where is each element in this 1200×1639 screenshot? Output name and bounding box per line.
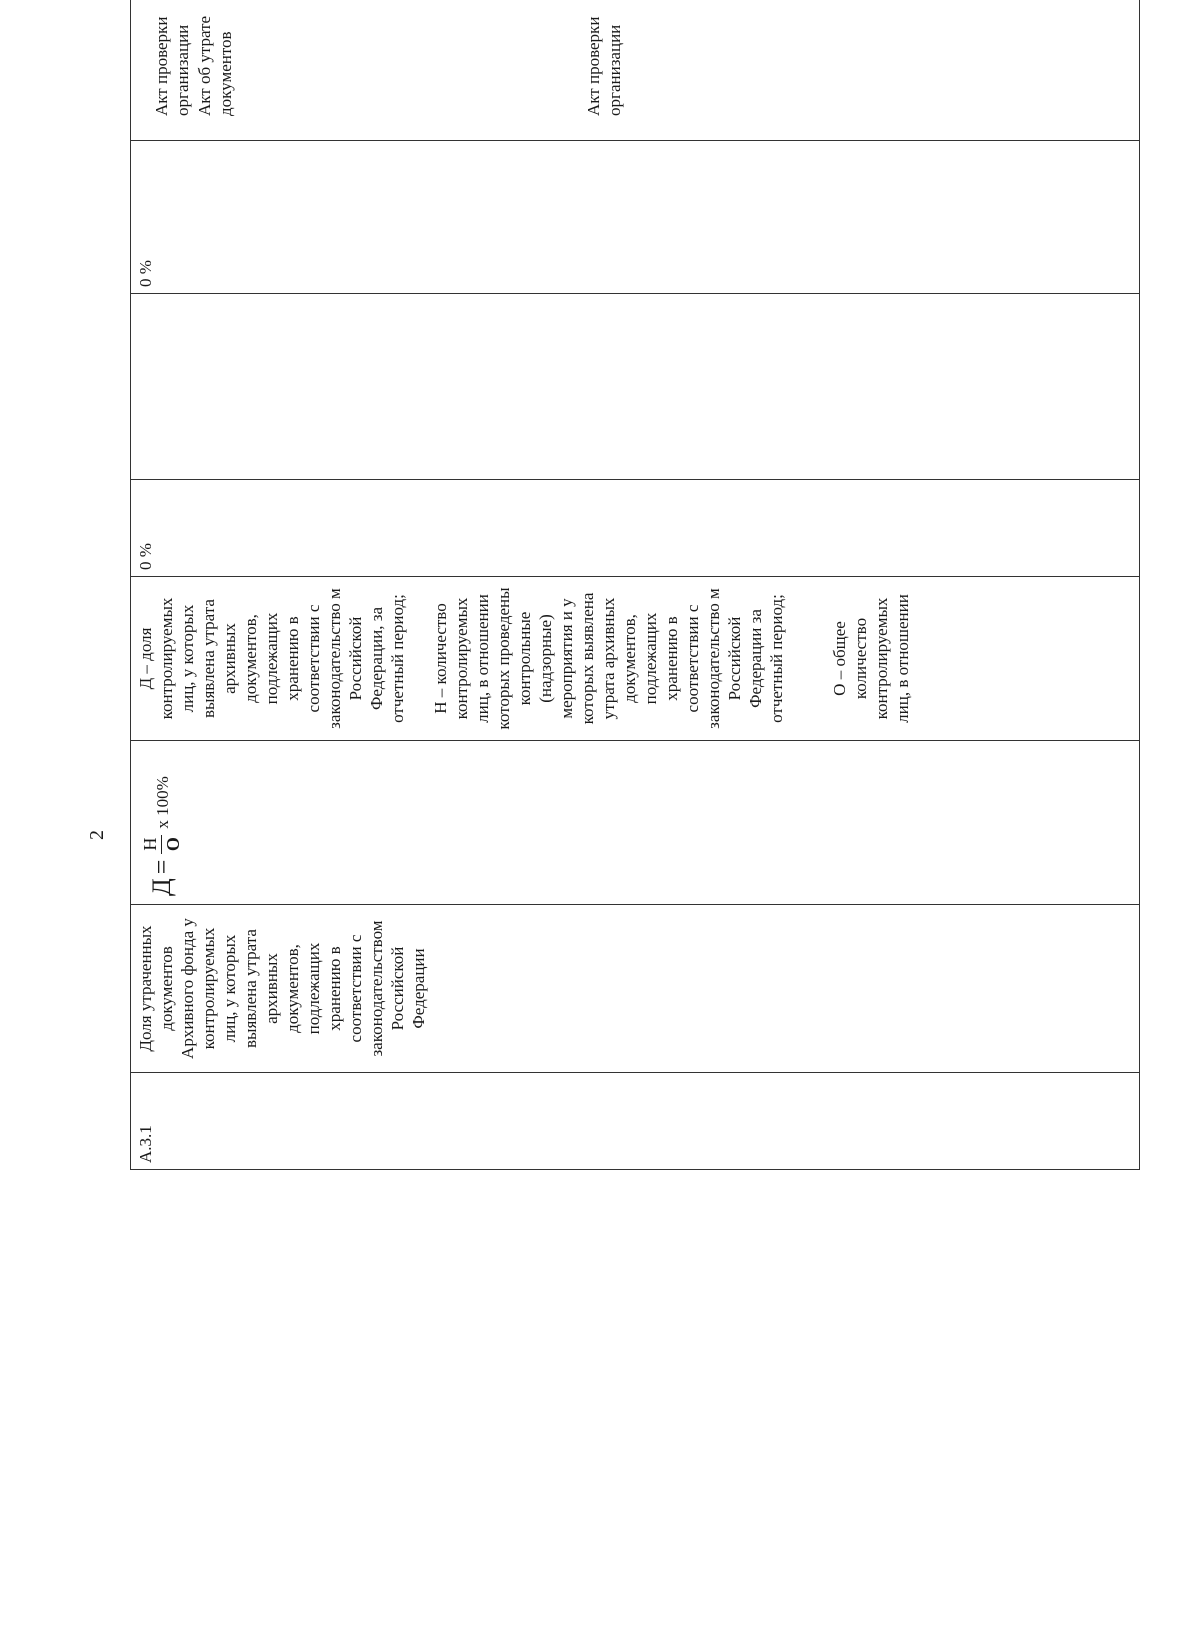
description-o: О – общее количество контролируемых лиц, в отношении <box>830 594 912 723</box>
rotated-table-container <box>130 15 1140 1170</box>
formula-denominator: О <box>163 837 183 852</box>
formula-cell <box>131 741 1140 905</box>
page-number: 2 <box>86 830 108 840</box>
formula-fraction <box>139 835 184 854</box>
source-act-inspection: Акт проверки организации <box>152 16 192 116</box>
formula-multiplier: x 100% <box>152 776 172 829</box>
formula-lhs: Д <box>147 878 176 896</box>
formula <box>139 747 184 898</box>
table-row <box>131 0 1140 1170</box>
value-cell-3: 0 % <box>131 141 1140 294</box>
source-cell <box>131 0 1140 141</box>
value-cell-2 <box>131 294 1140 480</box>
formula-equals: = <box>147 859 176 875</box>
indicator-table <box>130 0 1140 1170</box>
source-act-loss: Акт об утрате документов <box>195 15 235 116</box>
formula-description <box>131 577 1140 741</box>
formula-numerator: Н <box>139 835 162 854</box>
source-act-inspection-2: Акт проверки организации <box>584 16 624 116</box>
description-d: Д – доля контролируемых лиц, у которых выявлена утрата архивных документов, подлежащих хранению в соответствии с законодательство м Российской Федерации, за отчетный период; <box>136 588 407 729</box>
indicator-code: А.3.1 <box>131 1073 1140 1170</box>
indicator-name: Доля утраченных документов Архивного фонда у контролируемых лиц, у которых выявлена утрата архивных документов, подлежащих хранению в соответствии с законодательством Российской Федерации <box>131 905 1140 1073</box>
description-n: Н – количество контролируемых лиц, в отношении которых проведены контрольные (надзорные) мероприятия и у которых выявлена утрата архивных документов, подлежащих хранению в соответствии с законодательство м Российской Федерации за отчетный период; <box>431 587 786 730</box>
value-cell-1: 0 % <box>131 480 1140 577</box>
